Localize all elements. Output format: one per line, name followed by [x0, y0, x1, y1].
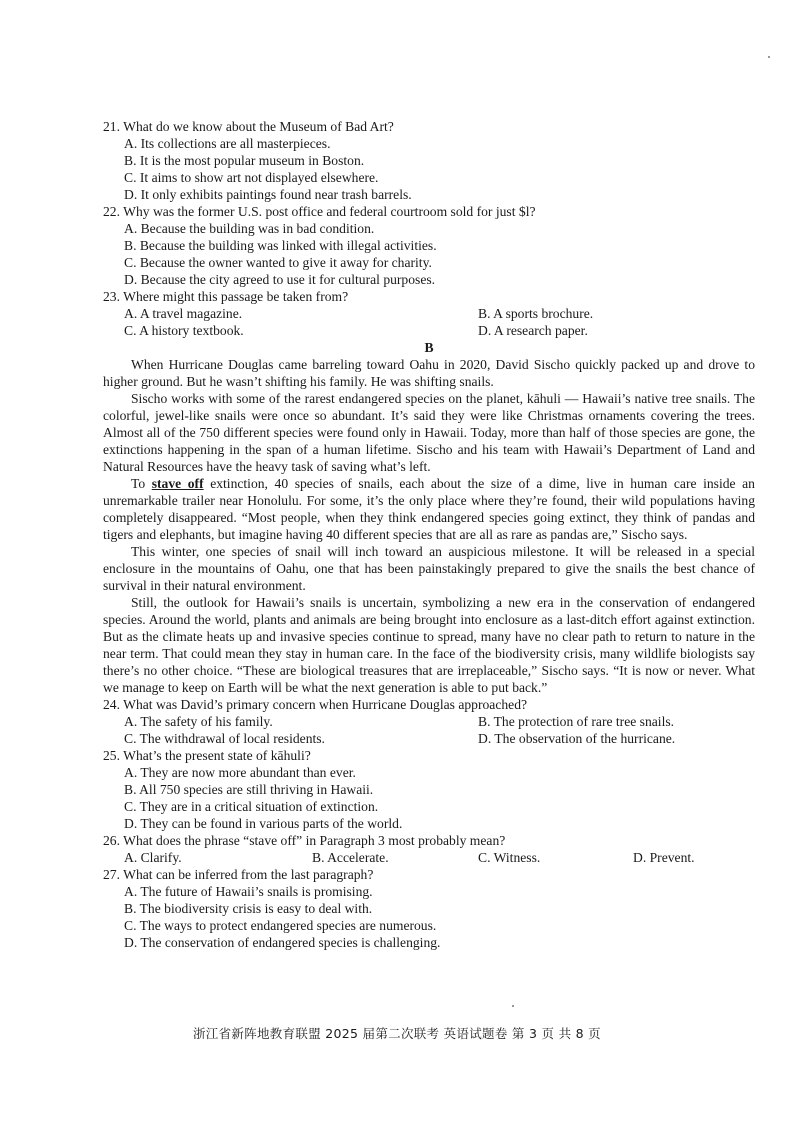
question-26-option-c: C. Witness. [478, 850, 541, 865]
question-26-option-b: B. Accelerate. [312, 850, 389, 865]
question-25-stem: 25. What’s the present state of kāhuli? [103, 748, 311, 763]
question-24-option-d: D. The observation of the hurricane. [478, 731, 676, 746]
question-23-options-row-2 [124, 322, 755, 339]
passage-paragraph-4: This winter, one species of snail will inch toward an auspicious milestone. It will be released in a special enclosure in the mountains of Oahu, one that has been painstakingly prepared to give the snails the best chance of survival in their natural environment. [103, 544, 755, 593]
page-footer: 浙江省新阵地教育联盟 2025 届第二次联考 英语试题卷 第 3 页 共 8 页 [193, 1026, 601, 1041]
question-23-stem: 23. Where might this passage be taken from? [103, 289, 349, 304]
passage-paragraph-3 [103, 475, 755, 543]
paragraph-3-body: extinction, 40 species of snails, each about the size of a dime, live in human care inside an unremarkable trailer near Honolulu. For some, it’s the only place where they’re found, their wild populations having completely disappeared. “Most people, when they think endangered species going extinct, they think of pandas and tigers and elephants, but imagine having 40 different species that are all as rare as pandas are,” Sischo says. [103, 476, 755, 542]
question-27-stem: 27. What can be inferred from the last paragraph? [103, 867, 374, 882]
scan-speck [768, 56, 770, 58]
question-25-option-a: A. They are now more abundant than ever. [124, 765, 356, 780]
paragraph-3-lead: To [131, 476, 152, 491]
question-26-option-d: D. Prevent. [633, 850, 695, 865]
question-22-option-b: B. Because the building was linked with illegal activities. [124, 238, 437, 253]
question-26-stem: 26. What does the phrase “stave off” in Paragraph 3 most probably mean? [103, 833, 506, 848]
question-27-option-d: D. The conservation of endangered species is challenging. [124, 935, 441, 950]
question-23-option-c: C. A history textbook. [124, 323, 244, 338]
question-22-option-c: C. Because the owner wanted to give it away for charity. [124, 255, 432, 270]
question-22-stem: 22. Why was the former U.S. post office and federal courtroom sold for just $l? [103, 204, 536, 219]
question-24-option-b: B. The protection of rare tree snails. [478, 714, 675, 729]
section-b-heading: B [424, 340, 434, 355]
passage-paragraph-2: Sischo works with some of the rarest endangered species on the planet, kāhuli — Hawaii’s native tree snails. The colorful, jewel-like snails were once so abundant. It’s said they were like Christmas ornaments covering the trees. Almost all of the 750 different species were found only in Hawaii. Today, more than half of those species are gone, the extinctions happening in the span of a human lifetime. Sischo and his team with Hawaii’s Department of Land and Natural Resources have the heavy task of saving what’s left. [103, 391, 755, 474]
question-23-options-row-1 [124, 305, 755, 322]
question-24-options-row-2 [124, 730, 755, 747]
underlined-phrase-stave-off: stave off [151, 476, 204, 491]
question-23-option-b: B. A sports brochure. [478, 306, 594, 321]
scan-speck [512, 1005, 514, 1007]
question-25-option-b: B. All 750 species are still thriving in Hawaii. [124, 782, 374, 797]
question-21-option-a: A. Its collections are all masterpieces. [124, 136, 331, 151]
question-24-stem: 24. What was David’s primary concern when Hurricane Douglas approached? [103, 697, 528, 712]
question-21-option-d: D. It only exhibits paintings found near trash barrels. [124, 187, 412, 202]
question-21-stem: 21. What do we know about the Museum of Bad Art? [103, 119, 394, 134]
question-26-option-a: A. Clarify. [124, 850, 182, 865]
question-21-option-c: C. It aims to show art not displayed elsewhere. [124, 170, 379, 185]
question-21-option-b: B. It is the most popular museum in Boston. [124, 153, 365, 168]
question-24-option-a: A. The safety of his family. [124, 714, 273, 729]
question-23-option-a: A. A travel magazine. [124, 306, 243, 321]
question-27-option-c: C. The ways to protect endangered species are numerous. [124, 918, 437, 933]
passage-paragraph-5: Still, the outlook for Hawaii’s snails is uncertain, symbolizing a new era in the conservation of endangered species. Around the world, plants and animals are being brought into enclosure as a last-ditch effort against extinction. But as the climate heats up and invasive species continue to spread, many have no clear path to return to nature in the near term. That could mean they stay in human care. In the face of the biodiversity crisis, many wildlife biologists say there’s no other choice. “These are biological treasures that are irreplaceable,” Sischo says. “It is now or never. What we manage to keep on Earth will be what the next generation is able to put back.” [103, 595, 755, 695]
question-22-option-d: D. Because the city agreed to use it for cultural purposes. [124, 272, 436, 287]
question-27-option-b: B. The biodiversity crisis is easy to deal with. [124, 901, 373, 916]
passage-paragraph-1: When Hurricane Douglas came barreling toward Oahu in 2020, David Sischo quickly packed up and drove to higher ground. But he wasn’t shifting his family. He was shifting snails. [103, 357, 755, 389]
question-23-option-d: D. A research paper. [478, 323, 588, 338]
question-25-option-c: C. They are in a critical situation of extinction. [124, 799, 379, 814]
question-27-option-a: A. The future of Hawaii’s snails is promising. [124, 884, 373, 899]
question-24-option-c: C. The withdrawal of local residents. [124, 731, 325, 746]
page-content [103, 118, 755, 951]
question-25-option-d: D. They can be found in various parts of the world. [124, 816, 403, 831]
question-26-options-row [124, 849, 755, 866]
question-22-option-a: A. Because the building was in bad condition. [124, 221, 375, 236]
question-24-options-row-1 [124, 713, 755, 730]
